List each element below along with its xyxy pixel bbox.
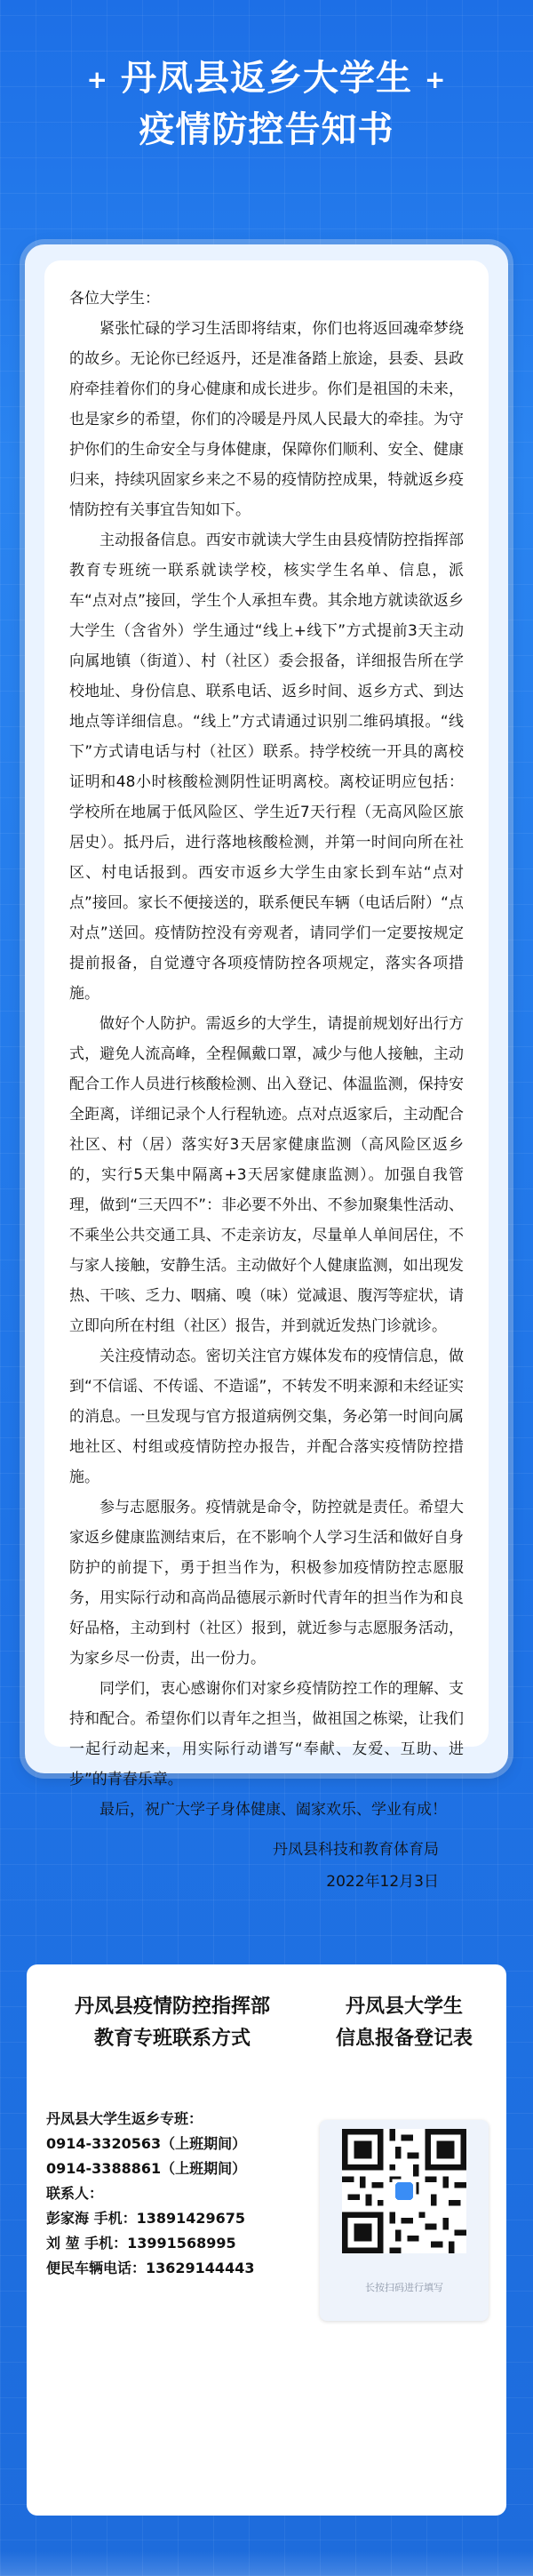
contact-title-line: 丹凤县疫情防控指挥部 bbox=[74, 1996, 270, 2018]
contact-person[interactable]: 彭家海 手机：13891429675 bbox=[46, 2210, 246, 2227]
letter-paragraph: 主动报备信息。西安市就读大学生由县疫情防控指挥部教育专班统一联系就读学校，核实学生名单、信息，派车“点对点”接回，学生个人承担车费。其余地方就读欲返乡大学生（含省外）学生通过“线上+线下”方式提前3天主动向属地镇（街道）、村（社区）委会报备，详细报告所在学校地址、身份信息、联系电话、返乡时间、返乡方式、到达地点等详细信息。“线上”方式请通过识别二维码填报。“线下”方式请电话与村（社区）联系。持学校统一开具的离校证明和48小时核酸检测阴性证明离校。离校证明应包括：学校所在地属于低风险区、学生近7天行程（无高风险区旅居史）。抵丹后，进行落地核酸检测，并第一时间向所在社区、村电话报到。西安市返乡大学生由家长到车站“点对点”接回。家长不便接送的，联系便民车辆（电话后附）“点对点”送回。疫情防控没有旁观者，请同学们一定要按规定提前报备，自觉遵守各项疫情防控各项规定，落实各项措施。 bbox=[69, 532, 464, 1003]
title-line-2: 疫情防控告知书 bbox=[139, 109, 394, 150]
contact-card bbox=[27, 1964, 506, 2516]
contact-title bbox=[39, 1991, 306, 2055]
qr-code-icon[interactable] bbox=[342, 2129, 466, 2253]
title-line-1 bbox=[0, 53, 533, 105]
contact-row: 丹凤县大学生返乡专班： bbox=[46, 2110, 203, 2127]
signature-date: 2022年12月3日 bbox=[326, 1873, 439, 1891]
registration-title-line: 信息报备登记表 bbox=[335, 2028, 473, 2050]
qr-card[interactable] bbox=[320, 2120, 489, 2321]
contact-phone[interactable]: 0914-3320563（上班期间） bbox=[46, 2135, 247, 2152]
contact-row: 联系人： bbox=[46, 2185, 104, 2202]
letter-paragraph: 同学们，衷心感谢你们对家乡疫情防控工作的理解、支持和配合。希望你们以青年之担当，做祖国之栋梁，让我们一起行动起来，用实际行动谱写“奉献、友爱、互助、进步”的青春乐章。 bbox=[69, 1680, 464, 1788]
contact-title-line: 教育专班联系方式 bbox=[93, 2028, 251, 2050]
contact-phone[interactable]: 便民车辆电话：13629144443 bbox=[46, 2260, 255, 2276]
sparkle-icon: + bbox=[86, 65, 108, 94]
registration-title bbox=[302, 1991, 506, 2055]
letter-paragraph: 紧张忙碌的学习生活即将结束，你们也将返回魂牵梦绕的故乡。无论你已经返丹，还是准备踏上旅途，县委、县政府牵挂着你们的身心健康和成长进步。你们是祖国的未来，也是家乡的希望，你们的冷暖是丹凤人民最大的牵挂。为守护你们的生命安全与身体健康，保障你们顺利、安全、健康归来，持续巩固家乡来之不易的疫情防控成果，特就返乡疫情防控有关事宜告知如下。 bbox=[69, 320, 464, 519]
letter-paragraph: 最后，祝广大学子身体健康、阖家欢乐、学业有成！ bbox=[99, 1801, 447, 1819]
contact-list bbox=[46, 2107, 330, 2281]
letter-greeting: 各位大学生： bbox=[69, 290, 160, 308]
sparkle-icon: + bbox=[425, 65, 447, 94]
page-header bbox=[0, 53, 533, 155]
notice-panel bbox=[25, 244, 508, 1891]
registration-title-line: 丹凤县大学生 bbox=[345, 1996, 463, 2018]
letter-signature bbox=[69, 1834, 464, 1898]
bottom-decoration bbox=[0, 2551, 533, 2576]
letter-paragraph: 关注疫情动态。密切关注官方媒体发布的疫情信息，做到“不信谣、不传谣、不造谣”，不转发不明来源和未经证实的消息。一旦发现与官方报道病例交集，务必第一时间向属地社区、村组或疫情防控办报告，并配合落实疫情防控措施。 bbox=[69, 1348, 464, 1486]
notice-letter bbox=[44, 260, 489, 1891]
title-text-1: 丹凤县返乡大学生 bbox=[121, 58, 412, 99]
signature-org: 丹凤县科技和教育体育局 bbox=[273, 1841, 439, 1859]
letter-paragraph: 参与志愿服务。疫情就是命令，防控就是责任。希望大家返乡健康监测结束后，在不影响个人学习生活和做好自身防护的前提下，勇于担当作为，积极参加疫情防控志愿服务，用实际行动和高尚品德展示新时代青年的担当作为和良好品格，主动到村（社区）报到，就近参与志愿服务活动，为家乡尽一份责，出一份力。 bbox=[69, 1499, 464, 1668]
qr-caption: 长按扫码进行填写 bbox=[365, 2282, 443, 2293]
letter-paragraph: 做好个人防护。需返乡的大学生，请提前规划好出行方式，避免人流高峰，全程佩戴口罩，减少与他人接触，主动配合工作人员进行核酸检测、出入登记、体温监测，保持安全距离，详细记录个人行程轨迹。点对点返家后，主动配合社区、村（居）落实好3天居家健康监测（高风险区返乡的，实行5天集中隔离+3天居家健康监测）。加强自我管理，做到“三天四不”：非必要不外出、不参加聚集性活动、不乘坐公共交通工具、不走亲访友，尽量单人单间居住，不与家人接触，安静生活。主动做好个人健康监测，如出现发热、干咳、乏力、咽痛、嗅（味）觉减退、腹泻等症状，请立即向所在村组（社区）报告，并到就近发热门诊就诊。 bbox=[69, 1015, 464, 1335]
contact-person[interactable]: 刘 堃 手机：13991568995 bbox=[46, 2235, 236, 2252]
contact-phone[interactable]: 0914-3388861（上班期间） bbox=[46, 2160, 247, 2177]
